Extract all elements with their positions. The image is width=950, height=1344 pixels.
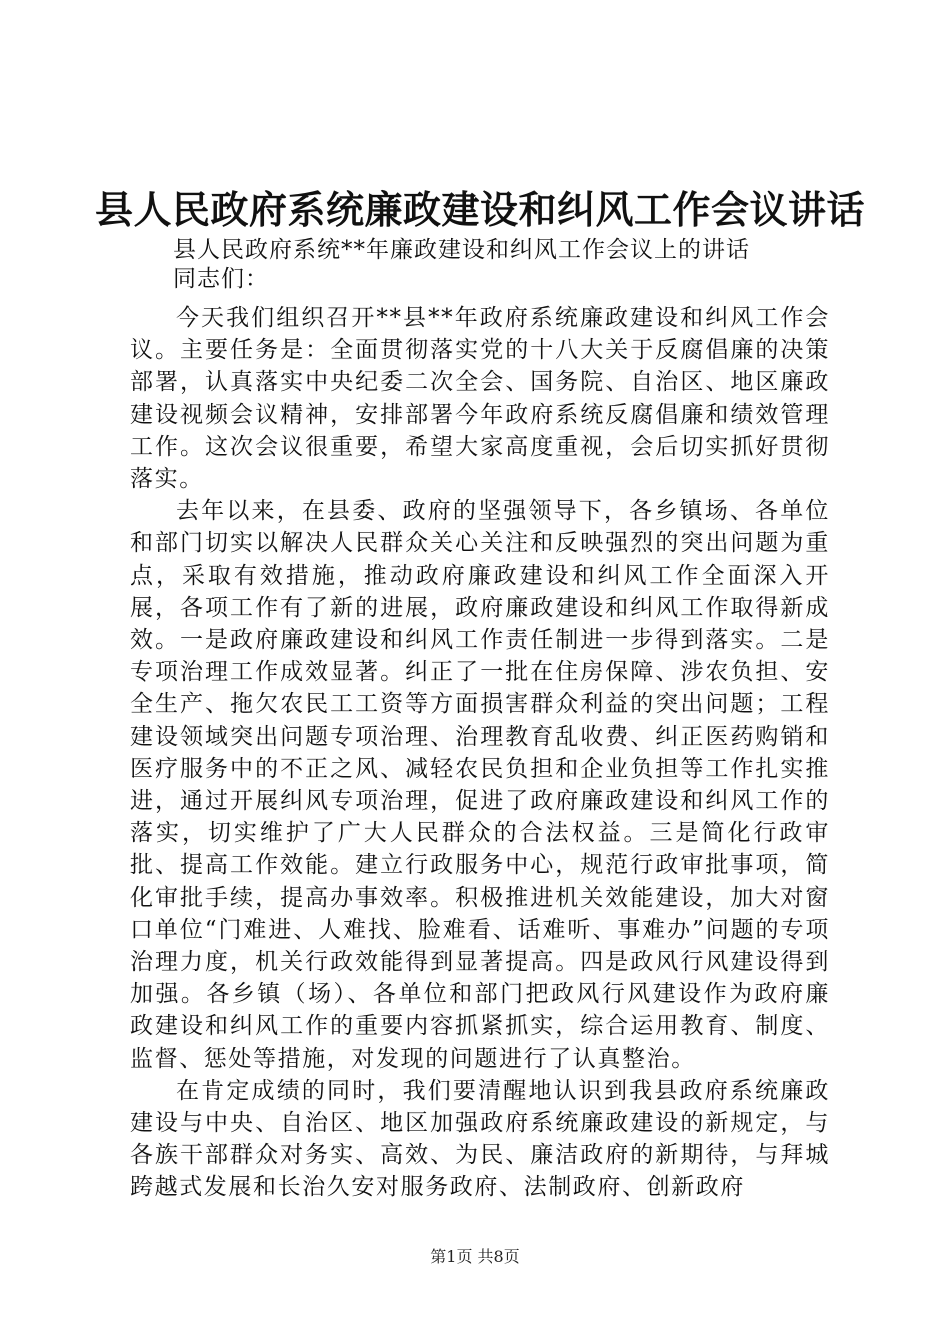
- paragraph-2: 去年以来，在县委、政府的坚强领导下，各乡镇场、各单位和部门切实以解决人民群众关心关注和反映强烈的突出问题为重点，采取有效措施，推动政府廉政建设和纠风工作全面深入开展，各项工作有了新的进展，政府廉政建设和纠风工作取得新成效。一是政府廉政建设和纠风工作责任制进一步得到落实。二是专项治理工作成效显著。纠正了一批在住房保障、涉农负担、安全生产、拖欠农民工工资等方面损害群众利益的突出问题；工程建设领域突出问题专项治理、治理教育乱收费、纠正医药购销和医疗服务中的不正之风、减轻农民负担和企业负担等工作扎实推进，通过开展纠风专项治理，促进了政府廉政建设和纠风工作的落实，切实维护了广大人民群众的合法权益。三是简化行政审批、提高工作效能。建立行政服务中心，规范行政审批事项，简化审批手续，提高办事效率。积极推进机关效能建设，加大对窗口单位“门难进、人难找、脸难看、话难听、事难办”问题的专项治理力度，机关行政效能得到显著提高。四是政风行风建设得到加强。各乡镇（场）、各单位和部门把政风行风建设作为政府廉政建设和纠风工作的重要内容抓紧抓实，综合运用教育、制度、监督、惩处等措施，对发现的问题进行了认真整治。: [130, 498, 830, 1072]
- paragraph-1: 今天我们组织召开**县**年政府系统廉政建设和纠风工作会议。主要任务是：全面贯彻落实党的十八大关于反腐倡廉的决策部署，认真落实中央纪委二次全会、国务院、自治区、地区廉政建设视频会议精神，安排部署今年政府系统反腐倡廉和绩效管理工作。这次会议很重要，希望大家高度重视，会后切实抓好贯彻落实。: [130, 305, 830, 493]
- paragraph-3: 在肯定成绩的同时，我们要清醒地认识到我县政府系统廉政建设与中央、自治区、地区加强政府系统廉政建设的新规定，与各族干部群众对务实、高效、为民、廉洁政府的新期待，与拜城跨越式发展和长治久安对服务政府、法制政府、创新政府: [130, 1077, 830, 1201]
- document-title: 县人民政府系统廉政建设和纠风工作会议讲话: [95, 187, 866, 232]
- salutation: 同志们：: [173, 266, 269, 292]
- document-body: [130, 236, 830, 1204]
- page-number: 第1页 共8页: [430, 1247, 520, 1266]
- document-subtitle: 县人民政府系统**年廉政建设和纠风工作会议上的讲话: [173, 237, 750, 263]
